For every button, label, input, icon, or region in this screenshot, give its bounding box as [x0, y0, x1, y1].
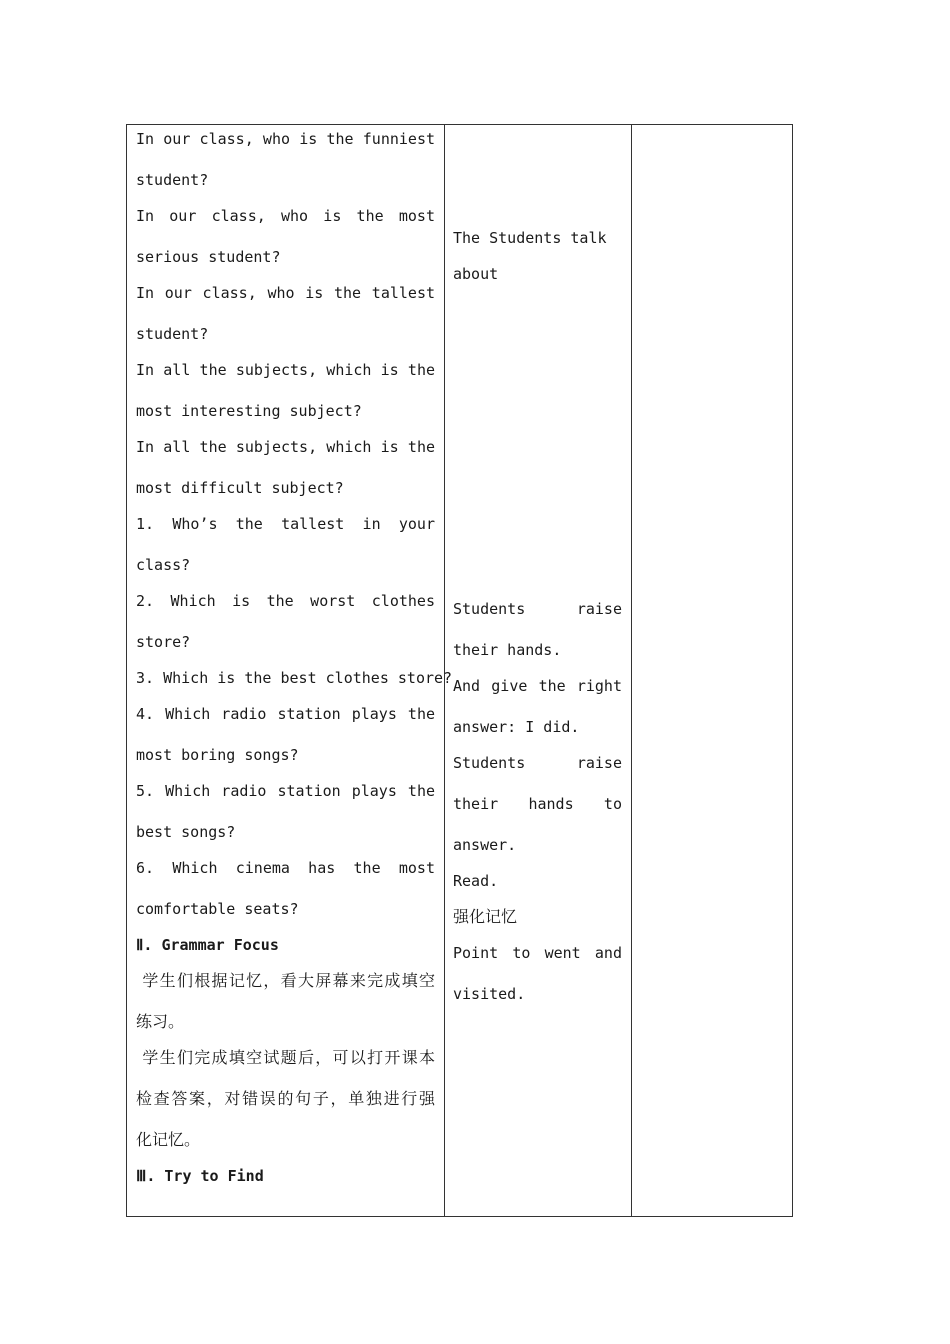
text-line: In all the subjects, which is the — [136, 361, 435, 379]
text-line: most difficult subject? — [136, 479, 344, 497]
text-line: 3. Which is the best clothes store? — [136, 669, 453, 687]
text-line: 强化记忆 — [453, 907, 518, 926]
text-line: 6. Which cinema has the most — [136, 859, 435, 877]
text-line: answer: I did. — [453, 718, 580, 736]
section-heading: Ⅱ. Grammar Focus — [136, 936, 279, 954]
text-line: In our class, who is the most — [136, 207, 435, 225]
text-line: In our class, who is the funniest — [136, 130, 435, 148]
text-line: 2. Which is the worst clothes — [136, 592, 435, 610]
text-line: comfortable seats? — [136, 900, 299, 918]
section-heading: Ⅲ. Try to Find — [136, 1167, 264, 1185]
text-line: visited. — [453, 985, 526, 1003]
text-line: answer. — [453, 836, 517, 854]
notes-cell — [632, 125, 792, 1216]
teacher-activity-cell — [127, 125, 453, 1216]
text-line: 学生们完成填空试题后，可以打开课本 — [136, 1048, 435, 1067]
text-line: student? — [136, 171, 209, 189]
text-line: 5. Which radio station plays the — [136, 782, 435, 800]
text-line: 1. Who’s the tallest in your — [136, 515, 435, 533]
text-line: 化记忆。 — [136, 1130, 201, 1149]
text-line: 检查答案，对错误的句子，单独进行强 — [136, 1089, 435, 1108]
text-line: Read. — [453, 872, 499, 890]
text-line: 4. Which radio station plays the — [136, 705, 435, 723]
text-line: best songs? — [136, 823, 236, 841]
text-line: In our class, who is the tallest — [136, 284, 435, 302]
text-line: most boring songs? — [136, 746, 299, 764]
text-line: serious student? — [136, 248, 281, 266]
text-line: class? — [136, 556, 191, 574]
lesson-table — [126, 124, 793, 1217]
text-line: student? — [136, 325, 209, 343]
text-line: store? — [136, 633, 191, 651]
text-line: most interesting subject? — [136, 402, 362, 420]
text-line: their hands to — [453, 795, 622, 813]
student-activity-cell — [445, 125, 632, 1216]
text-line: 学生们根据记忆，看大屏幕来完成填空 — [136, 971, 435, 990]
text-line: Students raise — [453, 600, 622, 618]
text-line: their hands. — [453, 641, 562, 659]
text-line: Point to went and — [453, 944, 622, 962]
text-line: about — [453, 265, 499, 283]
text-line: In all the subjects, which is the — [136, 438, 435, 456]
text-line: 练习。 — [136, 1012, 185, 1031]
text-line: And give the right — [453, 677, 622, 695]
text-line: Students raise — [453, 754, 622, 772]
text-line: The Students talk — [453, 229, 607, 247]
